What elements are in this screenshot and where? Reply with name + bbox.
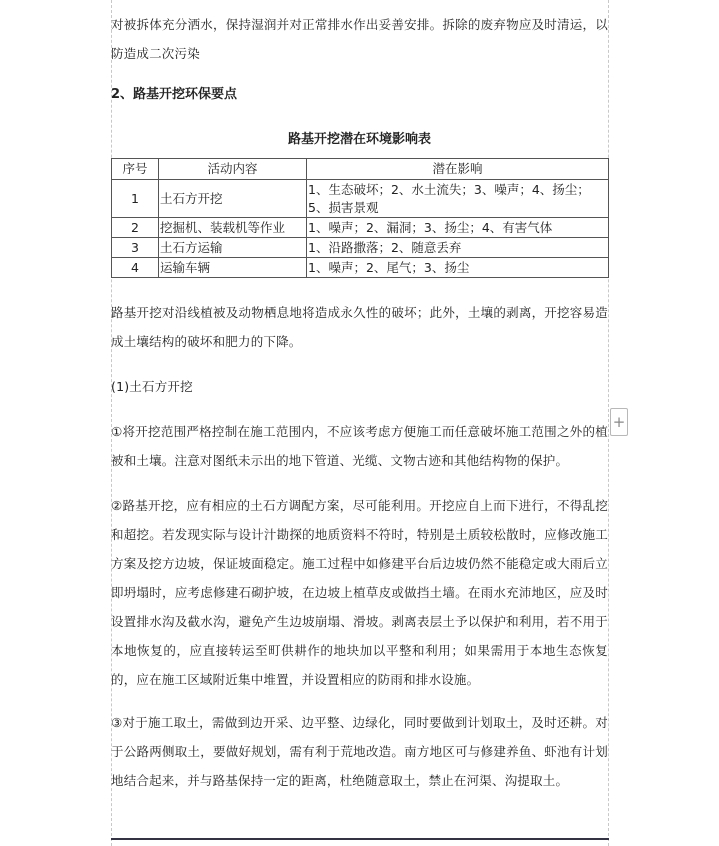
row-no: 4 <box>112 258 159 278</box>
table-title: 路基开挖潜在环境影响表 <box>287 132 431 147</box>
page-bottom-border <box>111 838 609 840</box>
paragraph-after-table: 路基开挖对沿线植被及动物栖息地将造成永久性的破坏；此外，土壤的剥离，开挖容易造成土壤结构的破坏和肥力的下降。 <box>111 305 608 349</box>
row-no: 1 <box>112 180 159 218</box>
item-2-paragraph: ②路基开挖，应有相应的土石方调配方案，尽可能利用。开挖应自上而下进行，不得乱挖和超挖。若发现实际与设计汁勘探的地质资料不符时，特别是土质较松散时，应修改施工方案及挖方边坡，保证坡面稳定。施工过程中如修建平台后边坡仍然不能稳定或大雨后立即坍塌时，应考虑修建石砌护坡，在边坡上植草皮或做挡土墙。在雨水充沛地区，应及时设置排水沟及截水沟，避免产生边坡崩塌、滑坡。剥离表层土予以保护和利用，若不用于本地恢复的，应直接转运至町供耕作的地块加以平整和利用；如果需用于本地生态恢复的，应在施工区域附近集中堆置，并设置相应的防雨和排水设施。 <box>111 498 608 687</box>
page-margin-guide-right <box>608 0 609 846</box>
row-activity: 土石方运输 <box>159 238 307 258</box>
row-no: 3 <box>112 238 159 258</box>
table-row <box>112 180 609 218</box>
item-3-paragraph: ③对于施工取土，需做到边开采、边平整、边绿化，同时要做到计划取土，及时还耕。对于公路两侧取土，要做好规划，需有利于荒地改造。南方地区可与修建养鱼、虾池有计划地结合起来，并与路基保持一定的距离，杜绝随意取土，禁止在河渠、沟提取土。 <box>111 715 608 788</box>
section-heading: 2、路基开挖环保要点 <box>111 87 238 102</box>
row-impact: 1、噪声；2、尾气；3、扬尘 <box>307 258 609 278</box>
row-activity: 挖掘机、装载机等作业 <box>159 218 307 238</box>
subsection-heading: (1)土石方开挖 <box>111 379 193 394</box>
intro-paragraph: 对被拆体充分洒水，保持湿润并对正常排水作出妥善安排。拆除的废弃物应及时清运，以防造成二次污染 <box>111 17 608 61</box>
header-impact: 潜在影响 <box>307 159 609 180</box>
item-1-paragraph: ①将开挖范围严格控制在施工范围内，不应该考虑方便施工而任意破坏施工范围之外的植被和土壤。注意对图纸未示出的地下管道、光缆、文物古迹和其他结构物的保护。 <box>111 424 608 468</box>
add-block-button[interactable]: + <box>610 408 628 436</box>
row-no: 2 <box>112 218 159 238</box>
header-no: 序号 <box>112 159 159 180</box>
row-impact: 1、沿路撒落；2、随意丢弃 <box>307 238 609 258</box>
table-header-row <box>112 159 609 180</box>
row-impact: 1、生态破坏；2、水土流失；3、噪声；4、扬尘；5、损害景观 <box>307 180 609 218</box>
row-activity: 运输车辆 <box>159 258 307 278</box>
table-row <box>112 238 609 258</box>
table-row <box>112 258 609 278</box>
header-activity: 活动内容 <box>159 159 307 180</box>
document-body <box>111 10 608 795</box>
table-row <box>112 218 609 238</box>
row-impact: 1、噪声；2、漏洞；3、扬尘；4、有害气体 <box>307 218 609 238</box>
row-activity: 土石方开挖 <box>159 180 307 218</box>
impact-table <box>111 158 609 278</box>
